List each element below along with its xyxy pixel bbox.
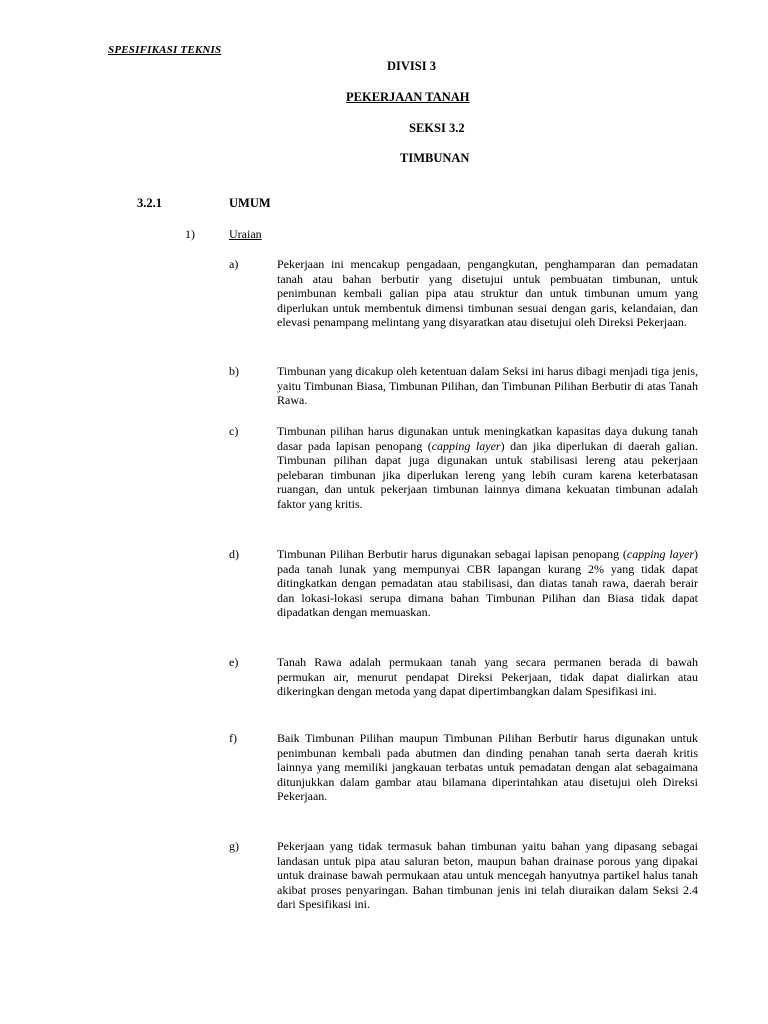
division-name: PEKERJAAN TANAH [346, 90, 470, 104]
item-label: g) [229, 839, 239, 853]
capping-layer-term: capping layer [626, 547, 694, 561]
item-paragraph: Pekerjaan ini mencakup pengadaan, pengangkutan, penghamparan dan pemadatan tanah atau bahan berbutir yang disetujui untuk pembuatan timbunan, untuk penimbunan kembali galian pipa atau struktur dan untuk timbunan umum yang diperlukan untuk membentuk dimensi timbunan sesuai dengan garis, kelandaian, dan elevasi penampang melintang yang disyaratkan atau disetujui oleh Direksi Pekerjaan. [277, 257, 698, 330]
section-heading-title: UMUM [229, 196, 271, 210]
item-paragraph: Baik Timbunan Pilihan maupun Timbunan Pilihan Berbutir harus digunakan untuk penimbunan kembali pada abutmen dan dinding penahan tanah serta daerah kritis lainnya yang memiliki jangkauan terbatas untuk pemadatan dengan alat sebagaimana ditunjukkan dalam gambar atau bilamana diperintahkan atau disetujui oleh Direksi Pekerjaan. [277, 731, 698, 804]
item-label: f) [229, 731, 237, 745]
subsection-title: Uraian [229, 227, 262, 241]
section-heading-number: 3.2.1 [137, 196, 162, 210]
item-label: c) [229, 424, 239, 438]
item-label: e) [229, 655, 239, 669]
section-name: TIMBUNAN [400, 151, 470, 165]
running-header: SPESIFIKASI TEKNIS [108, 44, 222, 56]
item-label: b) [229, 364, 239, 378]
item-paragraph: Tanah Rawa adalah permukaan tanah yang secara permanen berada di bawah permukan air, menurut pendapat Direksi Pekerjaan, tidak dapat dialirkan atau dikeringkan dengan metoda yang dapat dipertimbangkan dalam Spesifikasi ini. [277, 655, 698, 699]
item-paragraph: Timbunan yang dicakup oleh ketentuan dalam Seksi ini harus dibagi menjadi tiga jenis, yaitu Timbunan Biasa, Timbunan Pilihan, dan Timbunan Pilihan Berbutir di atas Tanah Rawa. [277, 364, 698, 408]
section-title: SEKSI 3.2 [409, 121, 465, 135]
item-paragraph: Pekerjaan yang tidak termasuk bahan timbunan yaitu bahan yang dipasang sebagai landasan untuk pipa atau saluran beton, maupun bahan drainase porous yang dipakai untuk drainase bawah permukaan atau untuk mencegah hanyutnya partikel halus tanah akibat proses penyaringan. Bahan timbunan jenis ini telah diuraikan dalam Seksi 2.4 dari Spesifikasi ini. [277, 839, 698, 912]
subsection-number: 1) [185, 227, 195, 241]
capping-layer-term: capping layer [431, 438, 501, 453]
item-paragraph: Timbunan pilihan harus digunakan untuk meningkatkan kapasitas daya dukung tanah dasar pada lapisan penopang (capping layer) dan jika diperlukan di daerah galian. Timbunan pilihan dapat juga digunakan untuk stabilisasi lereng atau pekerjaan pelebaran timbunan jika diperlukan lereng yang lebih curam karena keterbatasan ruangan, dan untuk pekerjaan timbunan lainnya dimana kekuatan timbunan adalah faktor yang kritis. [277, 424, 698, 511]
item-label: a) [229, 257, 239, 271]
item-paragraph: Timbunan Pilihan Berbutir harus digunakan sebagai lapisan penopang (capping layer) pada tanah lunak yang mempunyai CBR lapangan kurang 2% yang tidak dapat ditingkatkan dengan pemadatan atau stabilisasi, dan diatas tanah rawa, daerah berair dan lokasi-lokasi serupa dimana bahan Timbunan Pilihan dan Biasa tidak dapat dipadatkan dengan memuaskan. [277, 547, 698, 620]
item-label: d) [229, 547, 239, 561]
division-title: DIVISI 3 [387, 59, 436, 73]
